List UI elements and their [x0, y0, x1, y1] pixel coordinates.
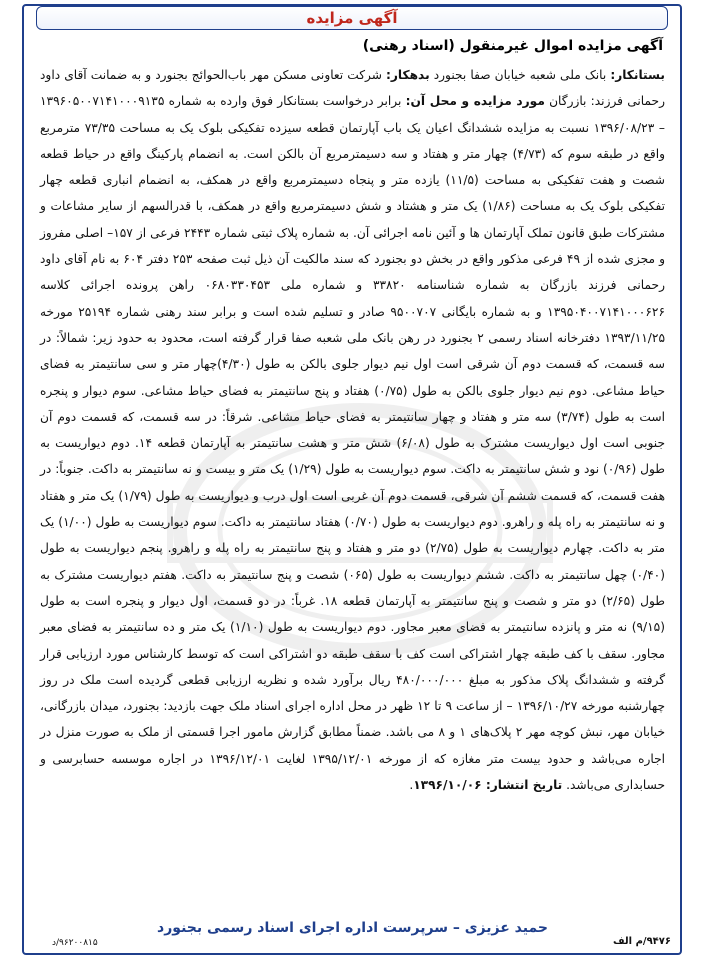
- debtor-label: بدهکار:: [386, 68, 430, 82]
- creditor-text: بانک ملی شعبه خیابان صفا بجنورد: [429, 68, 611, 82]
- document-code: ۹۶۲۰۰۸۱۵/د: [52, 938, 98, 948]
- debtor-text: شرکت تعاونی مسکن مهر باب‌الحوائج بجنورد و به ضمانت آقای داود رحمانی فرزند: بازرگان: [40, 68, 665, 109]
- creditor-label: بستانکار:: [610, 68, 665, 82]
- header-title: آگهی مزایده: [306, 9, 398, 27]
- auction-headline: آگهی مزایده اموال غیرمنقول (اسناد رهنی): [362, 38, 663, 54]
- publish-suffix: .: [409, 778, 414, 793]
- publish-date: تاریخ انتشار: ۱۳۹۶/۱۰/۰۶: [413, 778, 563, 793]
- subject-label: مورد مزایده و محل آن:: [405, 94, 545, 109]
- main-text: برابر درخواست بستانکار فوق وارده به شماره ۱۳۹۶۰۵۰۰۷۱۴۱۰۰۰۹۱۳۵ – ۱۳۹۶/۰۸/۲۳ نسبت به مزایده ششدانگ اعیان یک باب آپارتمان قطعه سیزده تفکیکی بلوک یک به مساحت ۷۳/۳۵ مترمربع واقع در طبقه سوم که (۴/۷۳) چهار متر و هفتاد و سه دسیمترمربع آن بالکن است. به انضمام پارکینگ واقع در حیاط قطعه شصت و هفت تفکیکی به مساحت (۱۱/۵) یازده متر و پنجاه دسیمترمربع واقع در همکف، به انضمام انباری قطعه چهار تفکیکی بلوک یک به مساحت (۱/۸۶) یک متر و هشتاد و شش دسیمترمربع واقع در همکف، با قدرالسهم از سایر مشاعات و مشترکات طبق قانون تملک آپارتمان ها و آئین نامه اجرائی آن. به شماره پلاک ثبتی شماره ۲۴۴۳ فرعی از ۱۵۷– اصلی مفروز و مجزی شده از ۴۹ فرعی مذکور واقع در بخش دو بجنورد که سند مالکیت آن ذیل ثبت صفحه ۲۵۳ دفتر ۶۰۴ به نام آقای داود رحمانی فرزند بازرگان به شماره شناسنامه ۳۳۸۲۰ و شماره ملی ۰۶۸۰۳۳۰۴۵۳ راهن پرونده اجرائی کلاسه ۱۳۹۵۰۴۰۰۷۱۴۱۰۰۰۶۲۶ و به شماره بایگانی ۹۵۰۰۷۰۷ صادر و تسلیم شده است و برابر سند رهنی شماره ۲۵۱۹۴ مورخه ۱۳۹۳/۱۱/۲۵ دفترخانه اسناد رسمی ۲ بجنورد در رهن بانک ملی شعبه صفا قرار گرفته است، محدود به حدود زیر: شمالاً: در سه قسمت، که قسمت دوم آن شرقی است اول نیم دیوار جلوی بالکن به طول (۴/۳۰)چهار متر و سی سانتیمتر به فضای حیاط مشاعی. دوم نیم دیوار جلوی بالکن به طول (۰/۷۵) هفتاد و پنج سانتیمتر به فضای حیاط مشاعی. سوم دیوار و پنجره است به طول (۳/۷۴) سه متر و هفتاد و چهار سانتیمتر به فضای حیاط مشاعی. شرقاً: در سه قسمت، که قسمت دوم آن جنوبی است اول دیواریست مشترک به طول (۶/۰۸) شش متر و هشت سانتیمتر به آپارتمان قطعه ۱۴. دوم دیواریست به طول (۰/۹۶) نود و شش سانتیمتر به داکت. سوم دیواریست به طول (۱/۲۹) یک متر و بیست و نه سانتیمتر به داکت. جنوباً: در هفت قسمت، که قسمت ششم آن شرقی، قسمت دوم آن غربی است اول درب و دیواریست به طول (۱/۷۹) یک متر و هفتاد و نه سانتیمتر به راه پله و راهرو. دوم دیواریست به طول (۰/۷۰) هفتاد سانتیمتر به داکت. سوم دیواریست به طول (۱/۰۰) یک متر به داکت. چهارم دیواریست به طول (۲/۷۵) دو متر و هفتاد و پنج سانتیمتر به راه پله و راهرو. پنجم دیواریست به طول (۰/۴۰) چهل سانتیمتر به داکت. ششم دیواریست به طول (۰۶۵) شصت و پنج سانتیمتر به داکت. هفتم دیواریست مشترک به طول (۲/۶۵) دو متر و شصت و پنج سانتیمتر به آپارتمان قطعه ۱۸. غرباً: در دو قسمت، اول دیوار و پنجره است به طول (۹/۱۵) نه متر و پانزده سانتیمتر به فضای معبر مجاور. دوم دیواریست به طول (۱/۱۰) یک متر و ده سانتیمتر به فضای معبر مجاور. سقف با کف طبقه چهار اشتراکی است کف با سقف طبقه دو اشتراکی است که توسط کارشناس مورد ارزیابی قرار گرفته و ششدانگ پلاک مذکور به مبلغ ۴۸۰/۰۰۰/۰۰۰ ریال برآورد شده و نظریه ارزیابی قطعی گردیده است ملک در روز چهارشنبه مورخه ۱۳۹۶/۱۰/۲۷ – از ساعت ۹ تا ۱۲ ظهر در محل اداره اجرای اسناد ملک جهت بازدید: بجنورد، میدان بازرگانی، خیابان مهر، نبش کوچه مهر ۲ پلاک‌های ۱ و ۸ می باشد. ضمناً مطابق گزارش مامور اجرا قسمتی از ملک به صورت منزل در اجاره می‌باشد و حدود بیست متر مغازه که از مورخه ۱۳۹۵/۱۲/۰۱ لغایت ۱۳۹۶/۱۲/۰۱ در اجاره موسسه حسابرسی و حسابداری می‌باشد.: [40, 94, 666, 793]
- header-band: [36, 6, 668, 30]
- auction-body: [40, 62, 665, 798]
- signature-line: حمید عزیزی – سرپرست اداره اجرای اسناد رسمی بجنورد: [157, 920, 548, 936]
- reference-number: ۹۴۷۶/م الف: [613, 936, 671, 947]
